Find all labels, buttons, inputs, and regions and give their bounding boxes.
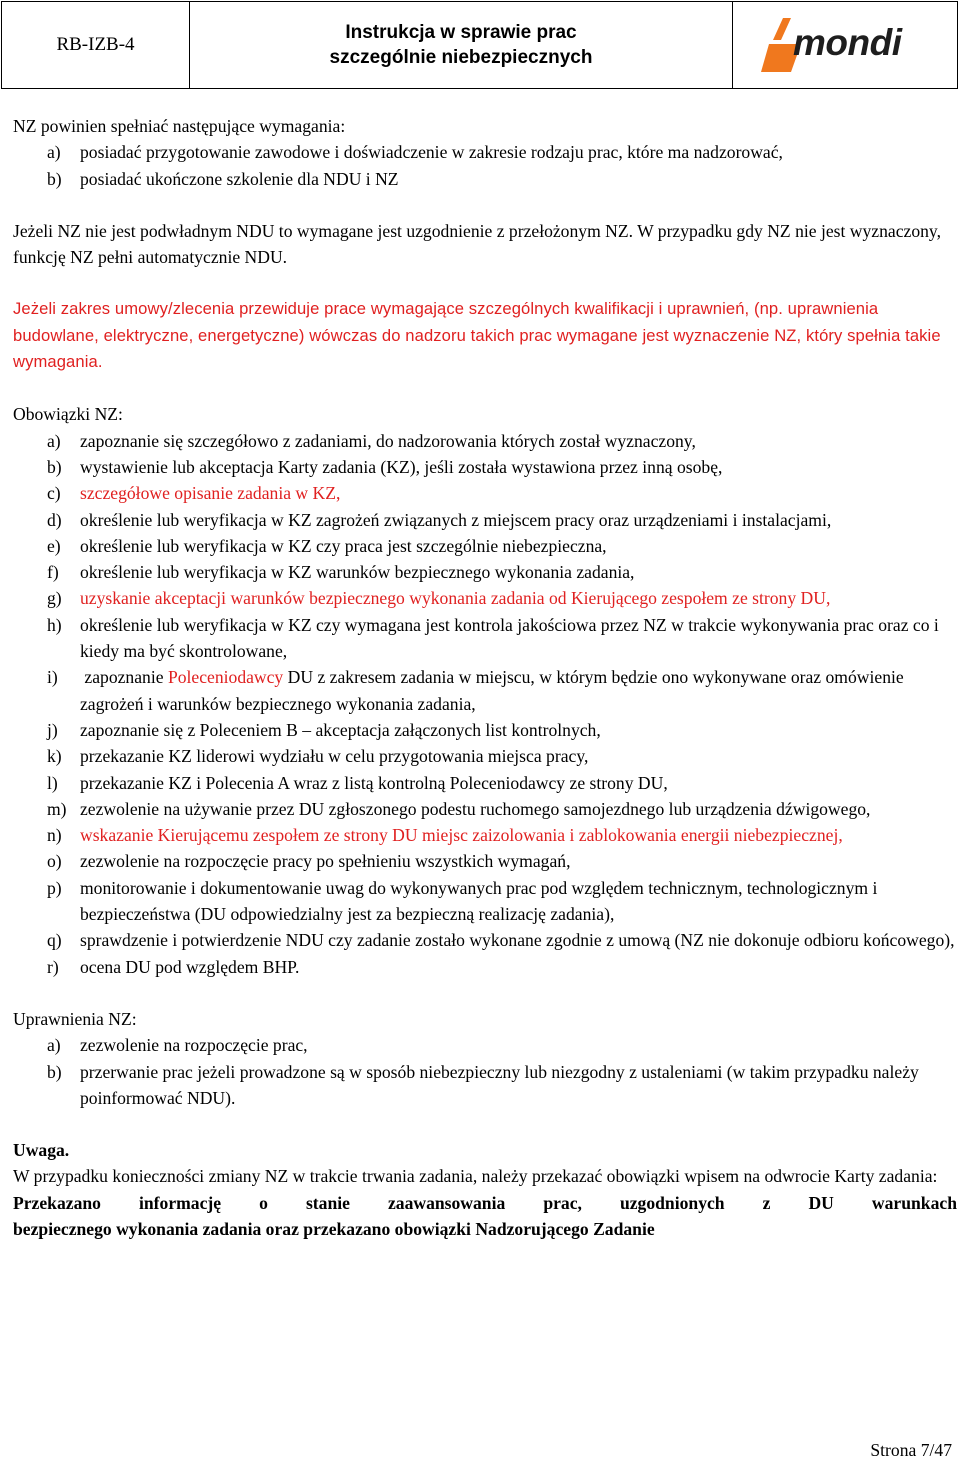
list-item-text: zapoznanie się szczegółowo z zadaniami, do nadzorowania których został wyznaczony,: [80, 430, 696, 451]
list-marker: i): [47, 667, 58, 688]
list-marker: h): [47, 614, 62, 635]
rights-heading: Uprawnienia NZ:: [13, 1008, 137, 1029]
list-item: [13, 848, 957, 874]
list-item-text: przekazanie KZ i Polecenia A wraz z listą kontrolną Poleceniodawcy ze strony DU,: [80, 772, 668, 793]
duties-list: [13, 428, 957, 980]
logo-text: mondi: [793, 22, 902, 63]
list-item-text: posiadać przygotowanie zawodowe i doświadczenie w zakresie rodzaju prac, które ma nadzorować,: [80, 142, 783, 163]
list-marker: c): [47, 483, 61, 504]
doc-title: [190, 2, 733, 89]
list-item-text: określenie lub weryfikacja w KZ czy praca jest szczególnie niebezpieczna,: [80, 535, 607, 556]
list-item-text-red: Poleceniodawcy: [167, 667, 284, 688]
list-item: [13, 139, 957, 165]
paragraph-qualifications: Jeżeli zakres umowy/zlecenia przewiduje prace wymagające szczególnych kwalifikacji i uprawnień, (np. uprawnienia budowlane, elektryczne, energetyczne) wówczas do nadzoru takich prac wymagane jest wyznaczenie NZ, który spełnia takie wymagania.: [13, 299, 941, 372]
list-marker: d): [47, 509, 62, 530]
list-item: [13, 743, 957, 769]
list-item-text: określenie lub weryfikacja w KZ czy wymagana jest kontrola jakościowa przez NZ w trakcie wykonywania prac oraz co i kiedy ma być skontrolowane,: [80, 614, 939, 662]
note-text: W przypadku konieczności zmiany NZ w trakcie trwania zadania, należy przekazać obowiązki wpisem na odwrocie Karty zadania:: [13, 1166, 938, 1187]
list-item-text: wskazanie Kierującemu zespołem ze strony DU miejsc zaizolowania i zablokowania energii niebezpiecznej,: [80, 825, 843, 846]
list-marker: b): [47, 1061, 62, 1082]
rights-list: [13, 1032, 957, 1111]
list-marker: r): [47, 956, 59, 977]
list-item-text: określenie lub weryfikacja w KZ zagrożeń związanych z miejscem pracy oraz urządzeniami i instalacjami,: [80, 509, 832, 530]
list-marker: n): [47, 825, 62, 846]
doc-title-line1: Instrukcja w sprawie prac: [345, 22, 577, 43]
nz-requirements-intro: NZ powinien spełniać następujące wymagania:: [13, 116, 346, 136]
list-item: [13, 585, 957, 611]
list-item: [13, 507, 957, 533]
list-item: [13, 166, 957, 192]
list-marker: a): [47, 1035, 61, 1056]
list-item-text: określenie lub weryfikacja w KZ warunków bezpiecznego wykonania zadania,: [80, 562, 635, 583]
list-item-text: zezwolenie na używanie przez DU zgłoszonego podestu ruchomego samojezdnego lub urządzenia dźwigowego,: [80, 798, 871, 819]
list-item: [13, 796, 957, 822]
list-item-text: sprawdzenie i potwierdzenie NDU czy zadanie zostało wykonane zgodnie z umową (NZ nie dokonuje odbioru końcowego),: [80, 930, 955, 951]
document-header: [1, 1, 958, 89]
list-item-text: uzyskanie akceptacji warunków bezpiecznego wykonania zadania od Kierującego zespołem ze strony DU,: [80, 588, 831, 609]
list-item-text: przerwanie prac jeżeli prowadzone są w sposób niebezpieczny lub niezgodny z ustaleniami (w takim przypadku należy poinformować NDU).: [80, 1061, 919, 1108]
list-item: [13, 1032, 957, 1058]
list-item-text: zapoznanie się z Poleceniem B – akceptacja załączonych list kontrolnych,: [80, 719, 601, 740]
note-bold-line2: bezpiecznego wykonania zadania oraz przekazano obowiązki Nadzorującego Zadanie: [13, 1218, 655, 1239]
list-marker: m): [47, 798, 67, 819]
list-item-text: zezwolenie na rozpoczęcie pracy po spełnieniu wszystkich wymagań,: [80, 851, 571, 872]
list-marker: j): [47, 719, 58, 740]
doc-code: RB-IZB-4: [2, 2, 190, 89]
list-marker: q): [47, 930, 62, 951]
list-item: [13, 454, 957, 480]
list-marker: e): [47, 535, 61, 556]
list-marker: p): [47, 877, 62, 898]
list-item-text-pre: zapoznanie: [80, 667, 168, 688]
list-item: [13, 1059, 957, 1112]
doc-title-line2: szczególnie niebezpiecznych: [329, 47, 593, 68]
list-item: [13, 480, 957, 506]
document-body: [13, 113, 957, 1242]
list-item: [13, 533, 957, 559]
list-item-text: przekazanie KZ liderowi wydziału w celu przygotowania miejsca pracy,: [80, 746, 589, 767]
list-item: [13, 612, 957, 665]
mondi-logo: [757, 12, 933, 78]
list-marker: l): [47, 772, 58, 793]
nz-requirements-list: [13, 139, 957, 192]
paragraph-subordinate: Jeżeli NZ nie jest podwładnym NDU to wymagane jest uzgodnienie z przełożonym NZ. W przypadku gdy NZ nie jest wyznaczony, funkcję NZ pełni automatycznie NDU.: [13, 220, 941, 268]
list-marker: a): [47, 142, 61, 163]
list-marker: o): [47, 851, 62, 872]
list-item: [13, 927, 957, 953]
list-item-text: wystawienie lub akceptacja Karty zadania (KZ), jeśli została wystawiona przez inną osobę,: [80, 456, 723, 477]
list-item: [13, 875, 957, 928]
list-marker: g): [47, 588, 62, 609]
list-item-text: posiadać ukończone szkolenie dla NDU i NZ: [80, 168, 399, 189]
list-marker: k): [47, 746, 62, 767]
list-item-text-post: DU z zakresem zadania w miejscu, w którym będzie ono wykonywane oraz omówienie zagrożeń i warunków bezpiecznego wykonania zadania,: [80, 667, 904, 714]
list-item: [13, 717, 957, 743]
list-item: [13, 428, 957, 454]
page-number: Strona 7/47: [870, 1440, 952, 1460]
note-bold-line1: Przekazano informację o stanie zaawansowania prac, uzgodnionych z DU warunkach: [13, 1192, 957, 1213]
list-marker: a): [47, 430, 61, 451]
list-item: [13, 559, 957, 585]
logo-cell: [733, 2, 958, 89]
duties-heading: Obowiązki NZ:: [13, 404, 123, 425]
note-heading: Uwaga.: [13, 1140, 70, 1161]
list-item-text: monitorowanie i dokumentowanie uwag do wykonywanych prac pod względem technicznym, technologicznym i bezpieczeństwa (DU odpowiedzialny jest za bezpieczną realizację zadania),: [80, 877, 878, 925]
list-item: [13, 770, 957, 796]
list-item: [13, 954, 957, 980]
list-item: [13, 822, 957, 848]
list-item-text: szczegółowe opisanie zadania w KZ,: [80, 483, 341, 504]
list-marker: b): [47, 168, 62, 189]
list-item: [13, 664, 957, 717]
list-item-text: zezwolenie na rozpoczęcie prac,: [80, 1035, 308, 1056]
list-item-text: ocena DU pod względem BHP.: [80, 956, 300, 977]
list-marker: b): [47, 456, 62, 477]
list-marker: f): [47, 562, 59, 583]
